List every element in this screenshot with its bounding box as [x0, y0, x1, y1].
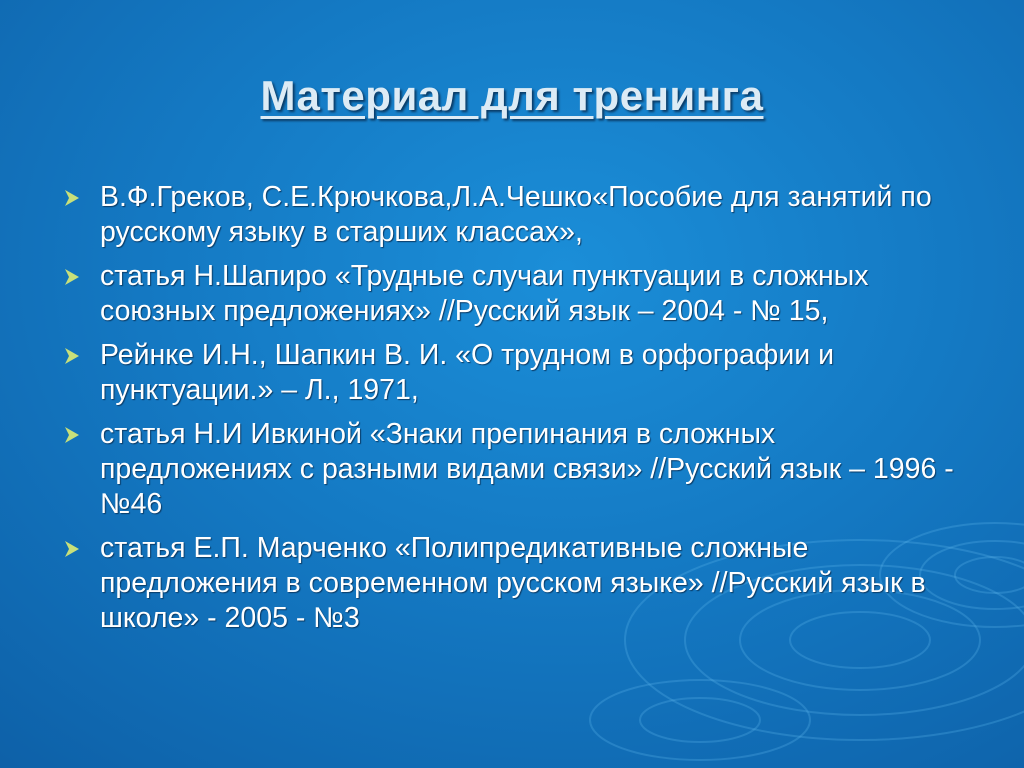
list-item: [62, 259, 962, 329]
list-item-text: Рейнке И.Н., Шапкин В. И. «О трудном в орфографии и пунктуации.» – Л., 1971,: [100, 339, 835, 406]
arrow-chevron-icon: [62, 425, 82, 445]
arrow-chevron-icon: [62, 346, 82, 366]
list-item: [62, 180, 962, 250]
arrow-chevron-icon: [62, 539, 82, 559]
list-item-text: статья Н.И Ивкиной «Знаки препинания в сложных предложениях с разными видами связи» //Русский язык – 1996 - №46: [100, 418, 954, 520]
arrow-chevron-icon: [62, 267, 82, 287]
list-item-text: статья Н.Шапиро «Трудные случаи пунктуации в сложных союзных предложениях» //Русский язык – 2004 - № 15,: [100, 260, 869, 327]
reference-list: [62, 180, 962, 645]
arrow-chevron-icon: [62, 188, 82, 208]
list-item: [62, 531, 962, 636]
list-item: [62, 417, 962, 522]
list-item-text: статья Е.П. Марченко «Полипредикативные сложные предложения в современном русском языке» //Русский язык в школе» - 2005 - №3: [100, 532, 926, 634]
list-item-text: В.Ф.Греков, С.Е.Крючкова,Л.А.Чешко«Пособие для занятий по русскому языку в старших классах»,: [100, 181, 932, 248]
list-item: [62, 338, 962, 408]
slide-title: Материал для тренинга: [260, 72, 764, 119]
